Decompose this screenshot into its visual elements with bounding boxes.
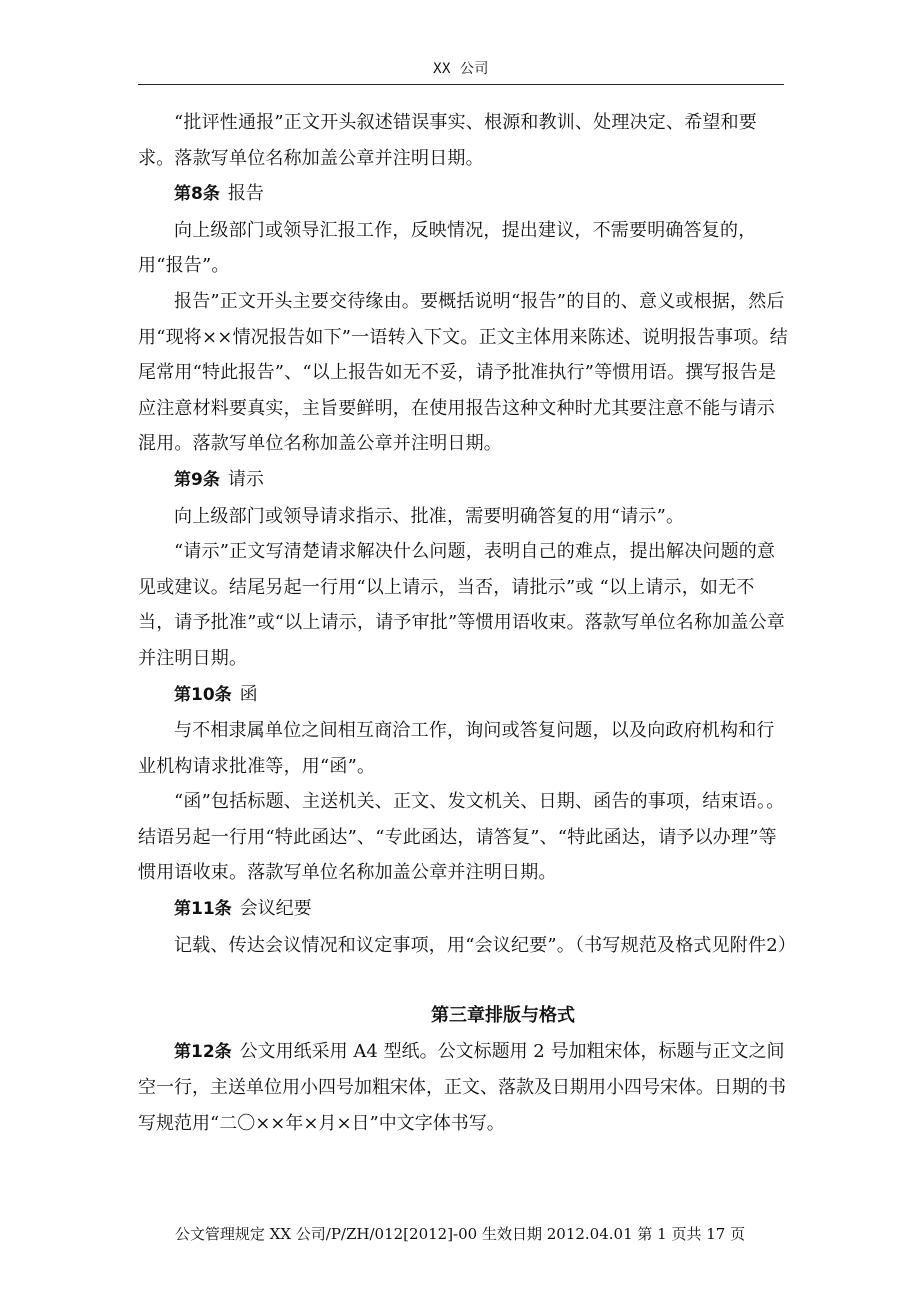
article-12-text: 公文用纸采用 A4 型纸。公文标题用 2 号加粗宋体，标题与正文之间空一行，主送单位用小四号加粗宋体，正文、落款及日期用小四号宋体。日期的书写规范用“二〇××年×月×日”中文字体书写。 bbox=[138, 1040, 786, 1135]
paragraph-criticism-notice: “批评性通报”正文开头叙述错误事实、根源和教训、处理决定、希望和要求。落款写单位名称加盖公章并注明日期。 bbox=[138, 112, 758, 169]
paragraph-request-format: “请示”正文写清楚请求解决什么问题，表明自己的难点，提出解决问题的意见或建议。结尾另起一行用“以上请示，当否，请批示”或 “以上请示，如无不当，请予批准”或“以上请示，请予审批”等惯用语收束。落款写单位名称加盖公章并注明日期。 bbox=[138, 541, 786, 669]
article-11-heading bbox=[138, 891, 788, 928]
paragraph-letter-definition: 与不相隶属单位之间相互商洽工作，询问或答复问题，以及向政府机构和行业机构请求批准等，用“函”。 bbox=[138, 720, 775, 777]
article-9-label: 第9条 bbox=[174, 469, 220, 490]
chapter-3-title: 第三章排版与格式 bbox=[431, 1005, 575, 1027]
chapter-spacer bbox=[138, 963, 788, 998]
article-8-heading bbox=[138, 176, 788, 213]
page-header bbox=[138, 60, 784, 85]
footer-text: 公文管理规定 XX 公司/P/ZH/012[2012]-00 生效日期 2012.04.01 第 1 页共 17 页 bbox=[174, 1225, 746, 1243]
article-11-title: 会议纪要 bbox=[239, 898, 312, 920]
article-9-title: 请示 bbox=[227, 468, 264, 490]
article-10-title: 函 bbox=[239, 683, 258, 705]
paragraph-minutes-definition: 记载、传达会议情况和议定事项，用“会议纪要”。（书写规范及格式见附件2） bbox=[174, 934, 797, 956]
paragraph-letter-format: “函”包括标题、主送机关、正文、发文机关、日期、函告的事项，结束语。。结语另起一行用“特此函达”、“专此函达，请答复”、“特此函达，请予以办理”等惯用语收束。落款写单位名称加盖公章并注明日期。 bbox=[138, 791, 785, 884]
paragraph-report-definition: 向上级部门或领导汇报工作，反映情况，提出建议，不需要明确答复的，用“报告”。 bbox=[138, 219, 757, 277]
article-8-title: 报告 bbox=[227, 183, 264, 205]
document-body bbox=[138, 105, 797, 1142]
paragraph-report-format: 报告”正文开头主要交待缘由。要概括说明“报告”的目的、意义或根据，然后用“现将××情况报告如下”一语转入下文。正文主体用来陈述、说明报告事项。结尾常用“特此报告”、“以上报告如无不妥，请予批准执行”等惯用语。撰写报告是应注意材料要真实，主旨要鲜明，在使用报告这种文种时尤其要注意不能与请示混用。落款写单位名称加盖公章并注明日期。 bbox=[138, 290, 788, 455]
article-11-label: 第11条 bbox=[174, 899, 232, 920]
article-10-label: 第10条 bbox=[174, 684, 232, 705]
header-company: XX 公司 bbox=[433, 61, 489, 77]
article-10-heading bbox=[138, 677, 788, 714]
article-12-paragraph bbox=[138, 1034, 788, 1142]
article-12-label: 第12条 bbox=[174, 1041, 232, 1062]
article-9-heading bbox=[138, 462, 788, 499]
page-footer bbox=[0, 1224, 920, 1244]
article-8-label: 第8条 bbox=[174, 184, 220, 205]
paragraph-request-definition: 向上级部门或领导请求指示、批准，需要明确答复的用“请示”。 bbox=[174, 505, 685, 527]
